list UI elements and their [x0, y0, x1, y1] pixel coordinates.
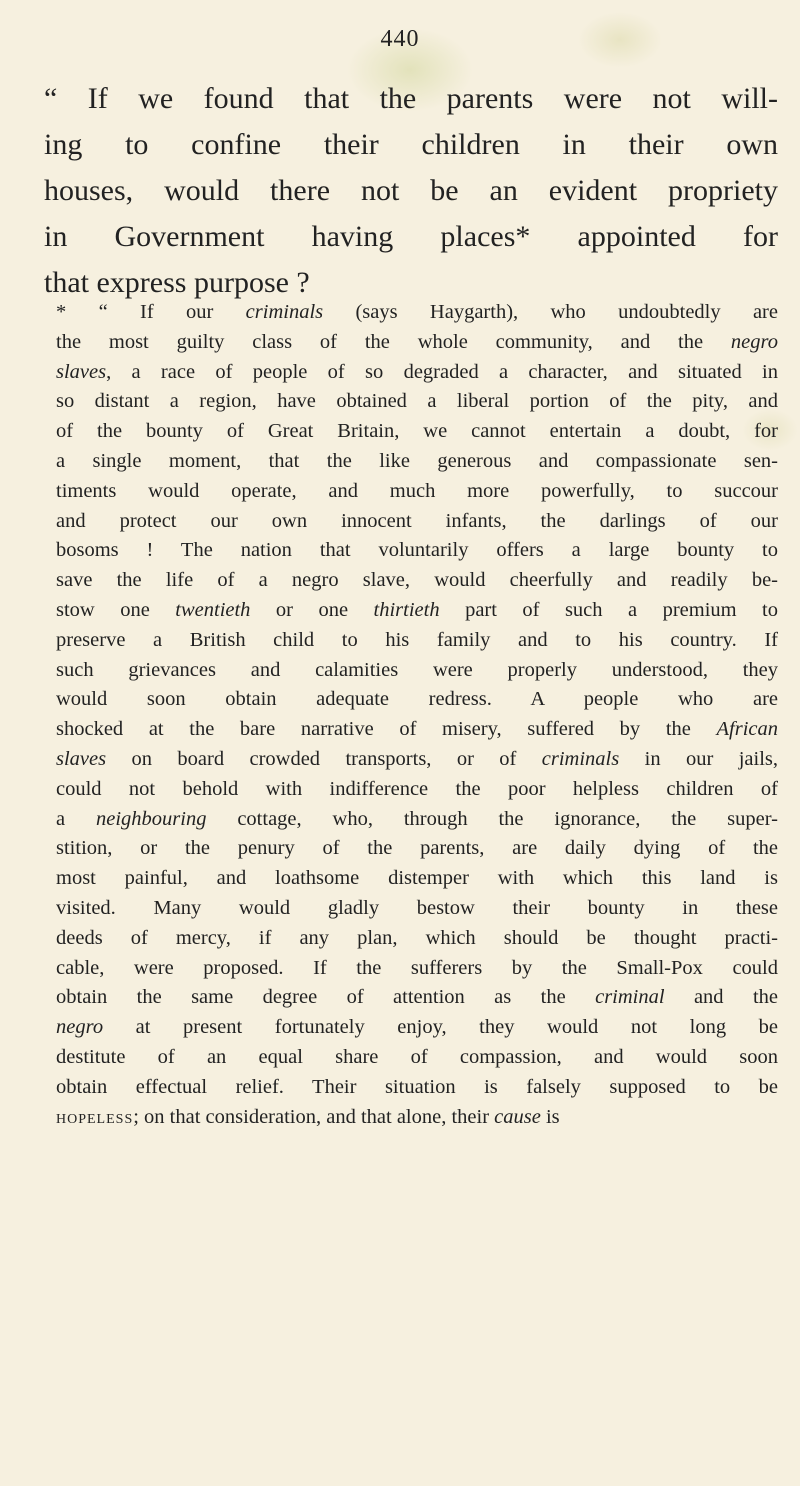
footnote-line: bosoms ! The nation that voluntarily offers a large bounty to [56, 539, 778, 562]
footnote-line: visited. Many would gladly bestow their bounty in these [56, 896, 778, 919]
footnote-line: could not behold with indifference the poor helpless children of [56, 777, 778, 800]
main-quote [44, 76, 778, 306]
footnote-line: the most guilty class of the whole community, and the negro [56, 330, 778, 353]
italic-term: twentieth [175, 598, 251, 621]
footnote-line: so distant a region, have obtained a liberal portion of the pity, and [56, 390, 778, 413]
footnote-line: save the life of a negro slave, would cheerfully and readily be- [56, 569, 778, 592]
footnote-line: would soon obtain adequate redress. A people who are [56, 688, 778, 711]
italic-term: cause [494, 1105, 541, 1128]
footnote-line: a neighbouring cottage, who, through the ignorance, the super- [56, 807, 778, 830]
footnote-line: stow one twentieth or one thirtieth part of such a premium to [56, 598, 778, 621]
footnote-line: negro at present fortunately enjoy, they would not long be [56, 1016, 778, 1039]
quote-line: ing to confine their children in their own [44, 128, 778, 161]
footnote-line: destitute of an equal share of compassion, and would soon [56, 1045, 778, 1068]
italic-term: neighbouring [95, 807, 207, 830]
italic-term: negro [730, 330, 778, 353]
footnote-line: hopeless; on that consideration, and that alone, their cause is [56, 1105, 560, 1128]
italic-term: thirtieth [373, 598, 440, 621]
quote-line: houses, would there not be an evident propriety [44, 174, 778, 207]
footnote-line: most painful, and loathsome distemper with which this land is [56, 867, 778, 890]
italic-term: slaves [56, 747, 107, 770]
quote-line: in Government having places* appointed for [44, 220, 778, 253]
footnote-line: shocked at the bare narrative of misery, suffered by the African [56, 718, 778, 741]
footnote-line: and protect our own innocent infants, the darlings of our [56, 509, 778, 532]
quote-line: “ If we found that the parents were not will- [44, 82, 778, 115]
footnote-line: such grievances and calamities were properly understood, they [56, 658, 778, 681]
footnote-line: obtain effectual relief. Their situation is falsely supposed to be [56, 1075, 778, 1098]
footnote-line: stition, or the penury of the parents, are daily dying of the [56, 837, 778, 860]
footnote-line: preserve a British child to his family and to his country. If [56, 628, 778, 651]
footnote [56, 298, 778, 1132]
italic-term: African [716, 718, 778, 741]
quote-line: that express purpose ? [44, 266, 310, 299]
italic-term: criminals [245, 301, 324, 323]
footnote-line: timents would operate, and much more powerfully, to succour [56, 479, 778, 502]
footnote-line: slaves on board crowded transports, or of criminals in our jails, [56, 747, 778, 770]
page-number: 440 [380, 26, 420, 52]
footnote-line: obtain the same degree of attention as the criminal and the [56, 986, 778, 1009]
italic-term: negro [56, 1016, 104, 1039]
small-caps-term: hopeless [56, 1105, 134, 1128]
footnote-line: cable, were proposed. If the sufferers by the Small-Pox could [56, 956, 778, 979]
italic-term: criminals [541, 747, 620, 770]
footnote-line: slaves, a race of people of so degraded a character, and situated in [56, 360, 778, 383]
footnote-line: of the bounty of Great Britain, we cannot entertain a doubt, for [56, 420, 778, 443]
italic-term: slaves [56, 360, 107, 383]
footnote-line: * “ If our criminals (says Haygarth), who undoubtedly are [56, 301, 778, 323]
footnote-line: deeds of mercy, if any plan, which should be thought practi- [56, 926, 778, 949]
italic-term: criminal [595, 986, 665, 1009]
footnote-line: a single moment, that the like generous and compassionate sen- [56, 449, 778, 472]
